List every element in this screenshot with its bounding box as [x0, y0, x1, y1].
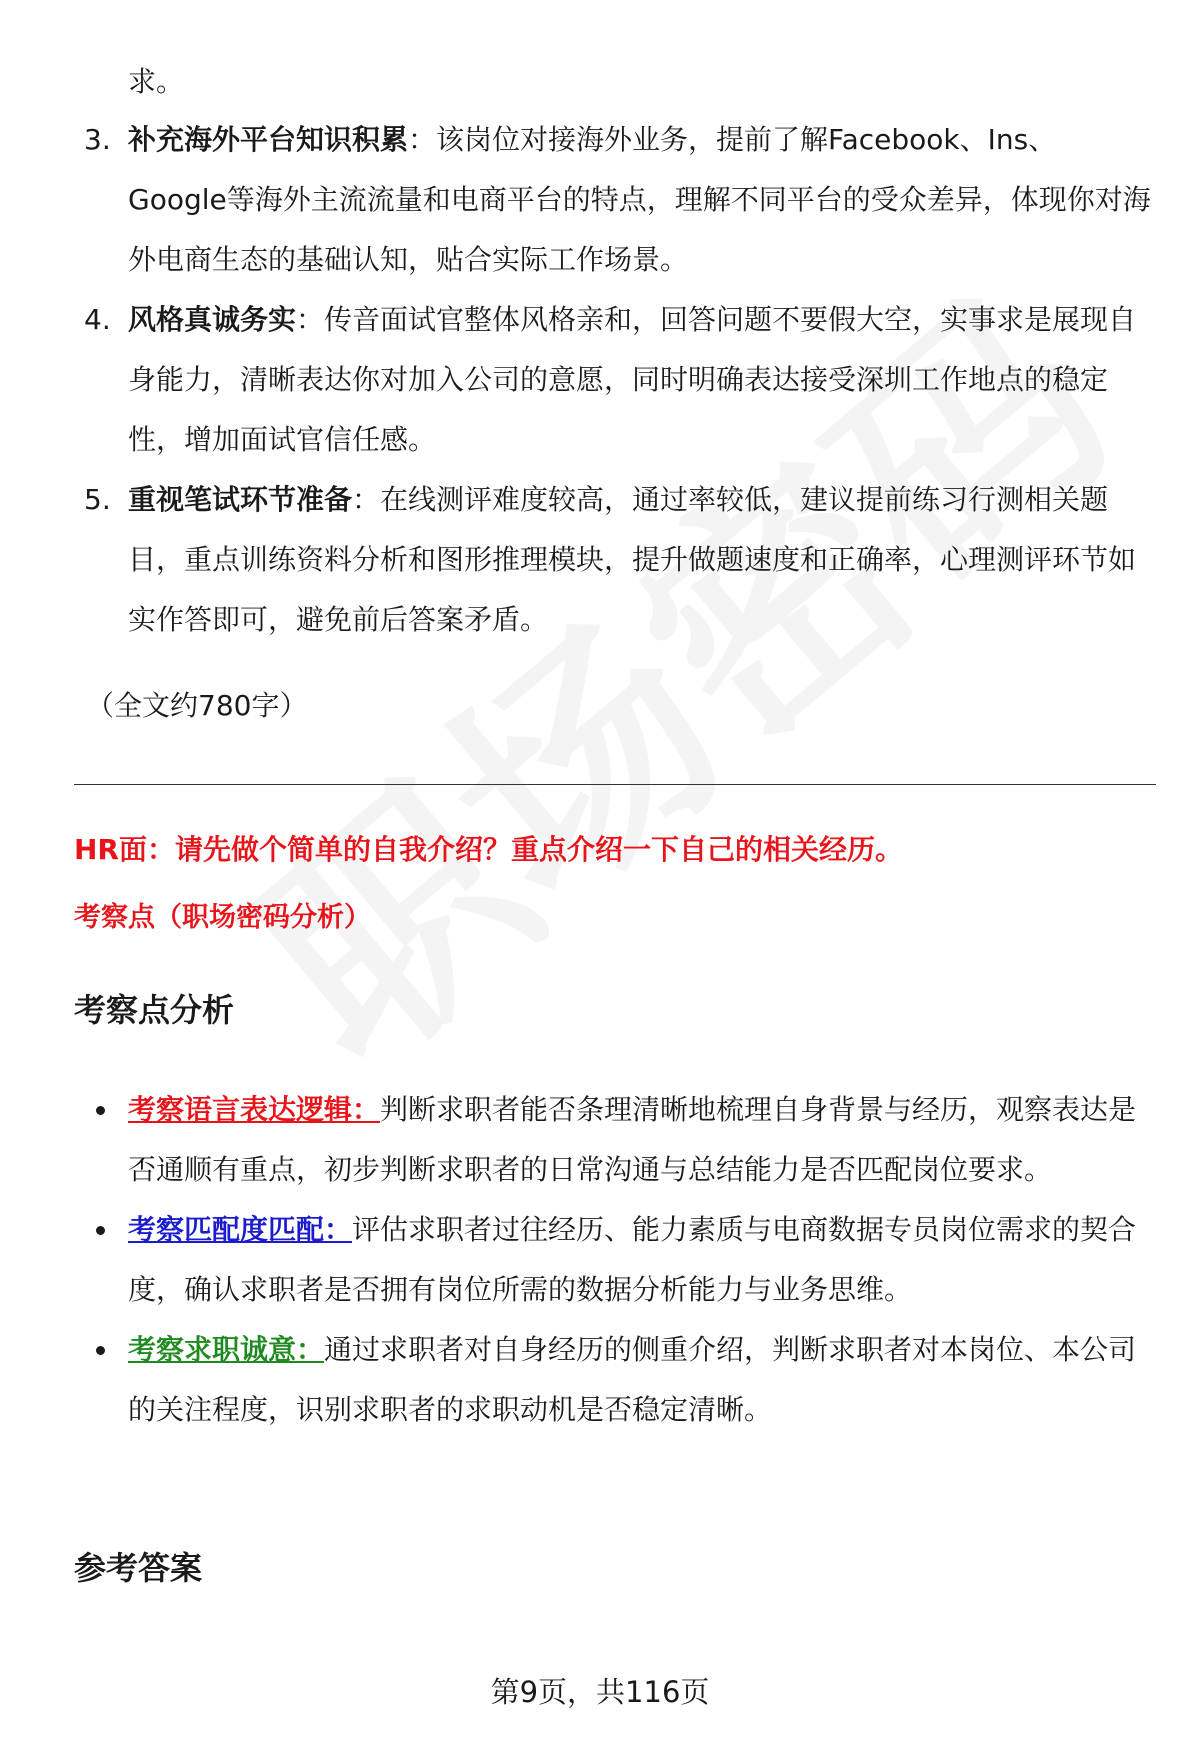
full-text-note: （全文约780字） [86, 689, 308, 722]
list-item [74, 290, 1154, 470]
analysis-heading: 考察点分析 [74, 991, 235, 1029]
list-item [74, 470, 1154, 650]
list-item-sep: ： [352, 483, 381, 516]
list-item-body: 在线测评难度较高，通过率较低，建议提前练习行测相关题目，重点训练资料分析和图形推理模块，提升做题速度和正确率，心理测评环节如实作答即可，避免前后答案矛盾。 [128, 483, 1137, 636]
list-item [74, 110, 1154, 290]
bullet-dot-icon [96, 1106, 105, 1115]
bullet-body: 评估求职者过往经历、能力素质与电商数据专员岗位需求的契合度，确认求职者是否拥有岗位所需的数据分析能力与业务思维。 [128, 1213, 1137, 1306]
bullet-label: 考察匹配度匹配： [128, 1213, 353, 1246]
list-item-title: 补充海外平台知识积累 [128, 123, 409, 156]
list-number: 4. [84, 303, 111, 336]
list-item-sep: ： [296, 303, 325, 336]
list-item-body: 该岗位对接海外业务，提前了解Facebook、Ins、Google等海外主流流量和电商平台的特点，理解不同平台的受众差异，体现你对海外电商生态的基础认知，贴合实际工作场景。 [128, 123, 1151, 276]
bullet-body: 通过求职者对自身经历的侧重介绍，判断求职者对本岗位、本公司的关注程度，识别求职者的求职动机是否稳定清晰。 [128, 1333, 1137, 1426]
bullet-label: 考察求职诚意： [128, 1333, 325, 1366]
hr-question: HR面：请先做个简单的自我介绍？重点介绍一下自己的相关经历。 [74, 833, 903, 866]
bullet-item [74, 1200, 1154, 1320]
bullet-dot-icon [96, 1226, 105, 1235]
answer-heading: 参考答案 [74, 1549, 203, 1587]
continuation-text: 求。 [128, 65, 185, 98]
bullet-item [74, 1080, 1154, 1200]
bullet-dot-icon [96, 1346, 105, 1355]
list-item-body: 传音面试官整体风格亲和，回答问题不要假大空，实事求是展现自身能力，清晰表达你对加入公司的意愿，同时明确表达接受深圳工作地点的稳定性，增加面试官信任感。 [128, 303, 1137, 456]
tips-numbered-list [74, 110, 1154, 650]
analysis-bullet-list [74, 1080, 1154, 1440]
page-footer: 第9页，共116页 [490, 1675, 710, 1709]
list-number: 3. [84, 123, 111, 156]
section-divider [74, 784, 1156, 785]
bullet-item [74, 1320, 1154, 1440]
bullet-body: 判断求职者能否条理清晰地梳理自身背景与经历，观察表达是否通顺有重点，初步判断求职者的日常沟通与总结能力是否匹配岗位要求。 [128, 1093, 1137, 1186]
bullet-label: 考察语言表达逻辑： [128, 1093, 381, 1126]
list-item-title: 重视笔试环节准备 [128, 483, 353, 516]
analysis-subtitle: 考察点（职场密码分析） [74, 902, 371, 933]
list-item-sep: ： [408, 123, 437, 156]
list-item-title: 风格真诚务实 [128, 303, 297, 336]
list-number: 5. [84, 483, 111, 516]
